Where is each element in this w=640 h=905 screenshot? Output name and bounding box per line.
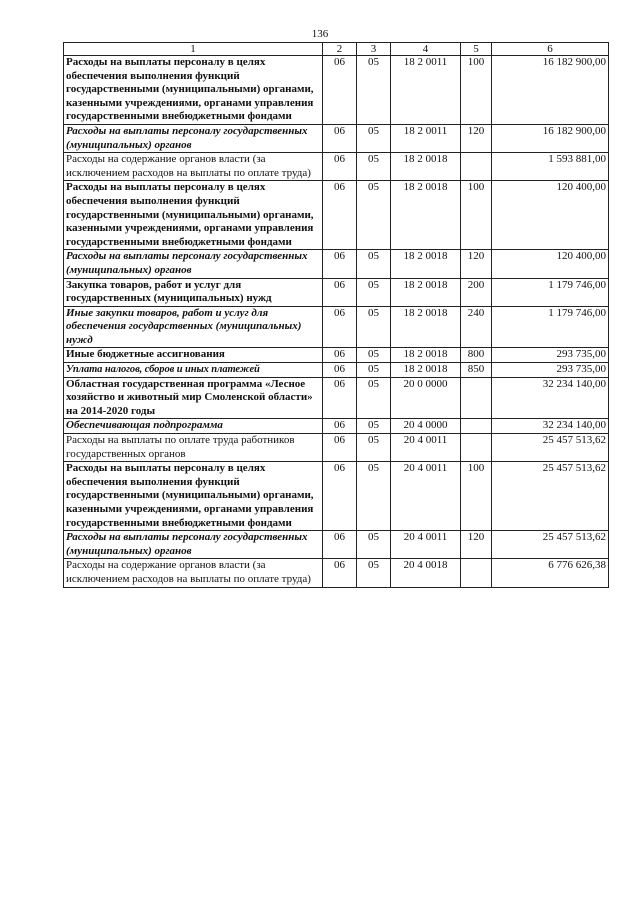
subsection-code-cell: 05 [357, 250, 391, 278]
amount-cell: 25 457 513,62 [492, 531, 609, 559]
amount-cell: 1 179 746,00 [492, 306, 609, 348]
section-code-cell: 06 [323, 181, 357, 250]
subsection-code-cell: 05 [357, 56, 391, 125]
target-article-cell: 18 2 0018 [391, 153, 461, 181]
row-name-cell: Уплата налогов, сборов и иных платежей [64, 363, 323, 378]
table-row [64, 250, 609, 278]
amount-cell: 16 182 900,00 [492, 56, 609, 125]
target-article-cell: 18 2 0018 [391, 250, 461, 278]
column-header-2: 2 [323, 43, 357, 56]
amount-cell: 25 457 513,62 [492, 462, 609, 531]
row-name-cell: Обеспечивающая подпрограмма [64, 419, 323, 434]
section-code-cell: 06 [323, 531, 357, 559]
expense-type-cell [461, 377, 492, 419]
section-code-cell: 06 [323, 124, 357, 152]
column-header-4: 4 [391, 43, 461, 56]
target-article-cell: 20 4 0011 [391, 434, 461, 462]
section-code-cell: 06 [323, 462, 357, 531]
section-code-cell: 06 [323, 153, 357, 181]
table-body [64, 56, 609, 588]
table-row [64, 559, 609, 587]
amount-cell: 293 735,00 [492, 363, 609, 378]
table-row [64, 153, 609, 181]
row-name-cell: Расходы на выплаты персоналу в целях обеспечения выполнения функций государственными (муниципальными) органами, казенными учреждениями, органами управления государственными внебюджетными фондами [64, 462, 323, 531]
row-name-cell: Расходы на выплаты персоналу государственных (муниципальных) органов [64, 124, 323, 152]
table-row [64, 306, 609, 348]
amount-cell: 1 179 746,00 [492, 278, 609, 306]
target-article-cell: 20 4 0011 [391, 462, 461, 531]
section-code-cell: 06 [323, 377, 357, 419]
amount-cell: 293 735,00 [492, 348, 609, 363]
table-row [64, 434, 609, 462]
row-name-cell: Областная государственная программа «Лесное хозяйство и животный мир Смоленской области» на 2014-2020 годы [64, 377, 323, 419]
amount-cell: 32 234 140,00 [492, 419, 609, 434]
target-article-cell: 20 4 0011 [391, 531, 461, 559]
section-code-cell: 06 [323, 278, 357, 306]
table-row [64, 419, 609, 434]
amount-cell: 16 182 900,00 [492, 124, 609, 152]
table-row [64, 181, 609, 250]
column-header-1: 1 [64, 43, 323, 56]
table-row [64, 531, 609, 559]
target-article-cell: 18 2 0011 [391, 124, 461, 152]
column-header-5: 5 [461, 43, 492, 56]
subsection-code-cell: 05 [357, 278, 391, 306]
subsection-code-cell: 05 [357, 434, 391, 462]
subsection-code-cell: 05 [357, 348, 391, 363]
amount-cell: 32 234 140,00 [492, 377, 609, 419]
expense-type-cell: 120 [461, 250, 492, 278]
table-row [64, 462, 609, 531]
target-article-cell: 18 2 0018 [391, 348, 461, 363]
expense-type-cell: 120 [461, 531, 492, 559]
row-name-cell: Расходы на содержание органов власти (за исключением расходов на выплаты по оплате труда) [64, 559, 323, 587]
row-name-cell: Иные бюджетные ассигнования [64, 348, 323, 363]
target-article-cell: 20 4 0000 [391, 419, 461, 434]
table-row [64, 377, 609, 419]
expense-type-cell: 850 [461, 363, 492, 378]
subsection-code-cell: 05 [357, 181, 391, 250]
section-code-cell: 06 [323, 363, 357, 378]
row-name-cell: Закупка товаров, работ и услуг для государственных (муниципальных) нужд [64, 278, 323, 306]
target-article-cell: 18 2 0018 [391, 181, 461, 250]
table-row [64, 363, 609, 378]
section-code-cell: 06 [323, 434, 357, 462]
target-article-cell: 18 2 0018 [391, 278, 461, 306]
target-article-cell: 18 2 0018 [391, 363, 461, 378]
amount-cell: 120 400,00 [492, 250, 609, 278]
expense-type-cell [461, 153, 492, 181]
section-code-cell: 06 [323, 419, 357, 434]
amount-cell: 25 457 513,62 [492, 434, 609, 462]
subsection-code-cell: 05 [357, 306, 391, 348]
amount-cell: 1 593 881,00 [492, 153, 609, 181]
table-row [64, 348, 609, 363]
subsection-code-cell: 05 [357, 531, 391, 559]
subsection-code-cell: 05 [357, 363, 391, 378]
subsection-code-cell: 05 [357, 124, 391, 152]
page-number: 136 [311, 28, 329, 40]
row-name-cell: Расходы на выплаты персоналу в целях обеспечения выполнения функций государственными (муниципальными) органами, казенными учреждениями, органами управления государственными внебюджетными фондами [64, 181, 323, 250]
section-code-cell: 06 [323, 306, 357, 348]
target-article-cell: 20 4 0018 [391, 559, 461, 587]
row-name-cell: Расходы на выплаты персоналу государственных (муниципальных) органов [64, 531, 323, 559]
row-name-cell: Расходы на выплаты персоналу в целях обеспечения выполнения функций государственными (муниципальными) органами, казенными учреждениями, органами управления государственными внебюджетными фондами [64, 56, 323, 125]
amount-cell: 6 776 626,38 [492, 559, 609, 587]
column-header-3: 3 [357, 43, 391, 56]
expense-type-cell: 200 [461, 278, 492, 306]
table-row [64, 278, 609, 306]
amount-cell: 120 400,00 [492, 181, 609, 250]
subsection-code-cell: 05 [357, 377, 391, 419]
subsection-code-cell: 05 [357, 462, 391, 531]
column-header-6: 6 [492, 43, 609, 56]
row-name-cell: Иные закупки товаров, работ и услуг для обеспечения государственных (муниципальных) нужд [64, 306, 323, 348]
row-name-cell: Расходы на содержание органов власти (за исключением расходов на выплаты по оплате труда) [64, 153, 323, 181]
expense-type-cell [461, 434, 492, 462]
section-code-cell: 06 [323, 348, 357, 363]
expense-type-cell: 800 [461, 348, 492, 363]
table-row [64, 56, 609, 125]
row-name-cell: Расходы на выплаты персоналу государственных (муниципальных) органов [64, 250, 323, 278]
expense-type-cell [461, 559, 492, 587]
section-code-cell: 06 [323, 56, 357, 125]
expense-type-cell [461, 419, 492, 434]
subsection-code-cell: 05 [357, 419, 391, 434]
row-name-cell: Расходы на выплаты по оплате труда работников государственных органов [64, 434, 323, 462]
expense-type-cell: 120 [461, 124, 492, 152]
section-code-cell: 06 [323, 250, 357, 278]
expense-type-cell: 100 [461, 56, 492, 125]
expense-type-cell: 100 [461, 462, 492, 531]
table-row [64, 124, 609, 152]
budget-table [63, 42, 609, 588]
target-article-cell: 18 2 0018 [391, 306, 461, 348]
subsection-code-cell: 05 [357, 153, 391, 181]
expense-type-cell: 240 [461, 306, 492, 348]
expense-type-cell: 100 [461, 181, 492, 250]
target-article-cell: 20 0 0000 [391, 377, 461, 419]
target-article-cell: 18 2 0011 [391, 56, 461, 125]
section-code-cell: 06 [323, 559, 357, 587]
table-header-row [64, 43, 609, 56]
subsection-code-cell: 05 [357, 559, 391, 587]
